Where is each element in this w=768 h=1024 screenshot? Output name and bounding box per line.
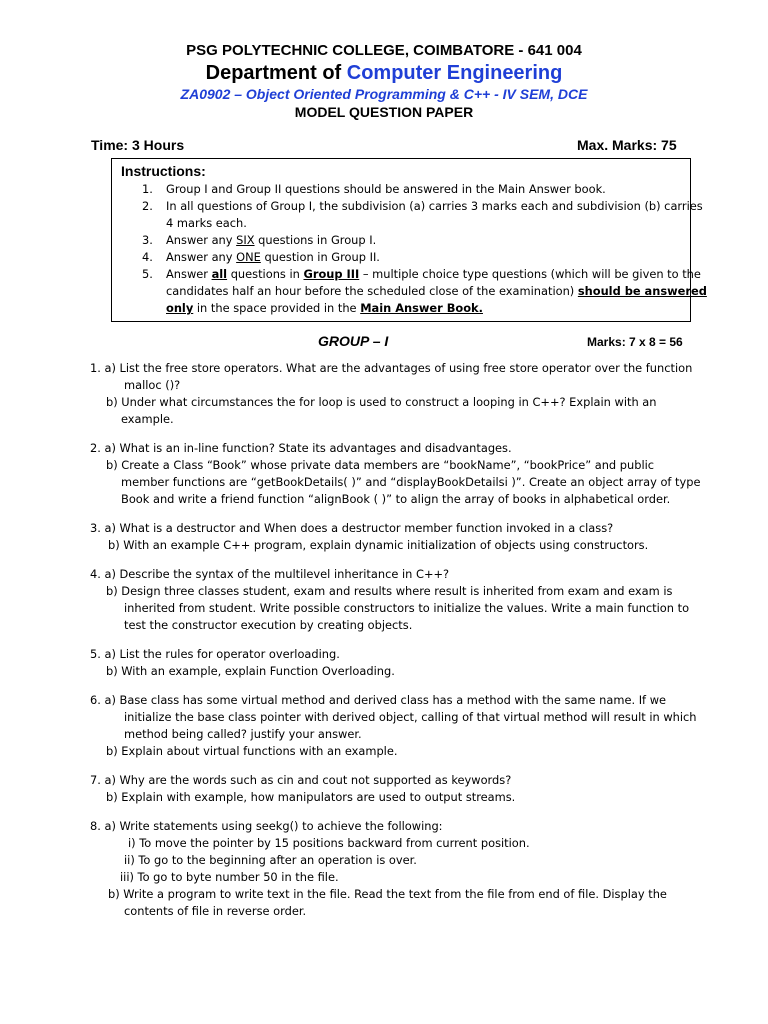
instruction-text-part: in the space provided in the [193,301,361,315]
instruction-text-part: questions in [227,267,304,281]
instruction-text-part: Answer any [166,233,237,247]
exam-max-marks: Max. Marks: 75 [577,137,677,153]
group-title: GROUP – I [318,333,389,349]
question-line: 3. a) What is a destructor and When does a destructor member function invoked in a class? [90,521,614,535]
paper-type: MODEL QUESTION PAPER [294,104,474,120]
instruction-text-part: candidates half an hour before the scheduled close of the examination) [166,284,578,298]
question-line: 7. a) Why are the words such as cin and cout not supported as keywords? [90,773,512,787]
instruction-emphasis: all [211,267,228,281]
instruction-number: 4. [142,250,153,264]
instruction-number: 5. [142,267,153,281]
question-line: test the constructor execution by creating objects. [124,618,413,632]
instruction-text-part: questions in Group I. [254,233,377,247]
course-title: ZA0902 – Object Oriented Programming & C++ - IV SEM, DCE [180,86,588,102]
question-line: b) Write a program to write text in the file. Read the text from the file from end of file. Display the [108,887,667,901]
exam-time: Time: 3 Hours [91,137,185,153]
question-line: b) Explain with example, how manipulators are used to output streams. [106,790,516,804]
question-line: b) Under what circumstances the for loop is used to construct a looping in C++? Explain with an [106,395,657,409]
question-line: 8. a) Write statements using seekg() to achieve the following: [90,819,443,833]
instruction-text: Group I and Group II questions should be answered in the Main Answer book. [166,182,606,196]
question-line: inherited from student. Write possible constructors to initialize the values. Write a main function to [124,601,690,615]
question-line: method being called? justify your answer. [124,727,362,741]
question-line: Book and write a friend function “alignBook ( )” to align the array of books in alphabetical order. [121,492,671,506]
instruction-text [166,249,686,266]
question-line: b) Create a Class “Book” whose private data members are “bookName”, “bookPrice” and public [106,458,655,472]
group-marks: Marks: 7 x 8 = 56 [587,335,683,349]
instruction-emphasis: Main Answer Book. [360,301,483,315]
department-name: Computer Engineering [346,62,563,84]
instruction-number: 2. [142,199,153,213]
question-line: i) To move the pointer by 15 positions backward from current position. [128,836,530,850]
question-line: example. [121,412,174,426]
instruction-emphasis: should be answered [577,284,707,298]
instruction-text-part: Answer any [166,250,237,264]
college-name: PSG POLYTECHNIC COLLEGE, COIMBATORE - 641 004 [186,42,582,59]
instruction-text: In all questions of Group I, the subdivision (a) carries 3 marks each and subdivision (b) carries [166,199,703,213]
question-line: 4. a) Describe the syntax of the multilevel inheritance in C++? [90,567,450,581]
instruction-emphasis: ONE [236,250,261,264]
instruction-emphasis: only [166,301,194,315]
question-line: 2. a) What is an in-line function? State its advantages and disadvantages. [90,441,512,455]
instruction-emphasis: Group III [303,267,360,281]
question-line: b) With an example C++ program, explain dynamic initialization of objects using constructors. [108,538,649,552]
question-line: member functions are “getBookDetails( )” and “displayBookDetailsi )”. Create an object array of type [121,475,701,489]
instruction-number: 1. [142,182,153,196]
question-line: 1. a) List the free store operators. What are the advantages of using free store operator over the function [90,361,693,375]
instruction-text: 4 marks each. [166,216,247,230]
question-line: contents of file in reverse order. [124,904,307,918]
instruction-text [166,266,701,283]
instruction-text [166,232,686,249]
question-line: 5. a) List the rules for operator overloading. [90,647,340,661]
department-title [0,62,768,85]
question-line: initialize the base class pointer with derived object, calling of that virtual method will result in which [124,710,697,724]
instructions-title: Instructions: [121,163,206,179]
question-line: ii) To go to the beginning after an operation is over. [124,853,417,867]
question-line: b) With an example, explain Function Overloading. [106,664,395,678]
instruction-emphasis: SIX [236,233,255,247]
question-line: b) Explain about virtual functions with an example. [106,744,398,758]
instruction-text-part: Answer [166,267,212,281]
question-line: b) Design three classes student, exam and results where result is inherited from exam and exam is [106,584,673,598]
question-line: iii) To go to byte number 50 in the file. [120,870,339,884]
instruction-text-part: question in Group II. [260,250,380,264]
instruction-text [166,300,686,317]
instruction-number: 3. [142,233,153,247]
department-prefix: Department of [205,62,347,84]
question-line: 6. a) Base class has some virtual method and derived class has a method with the same name. If we [90,693,667,707]
instruction-text-part: – multiple choice type questions (which will be given to the [359,267,701,281]
question-line: malloc ()? [124,378,181,392]
instruction-text [166,283,707,300]
